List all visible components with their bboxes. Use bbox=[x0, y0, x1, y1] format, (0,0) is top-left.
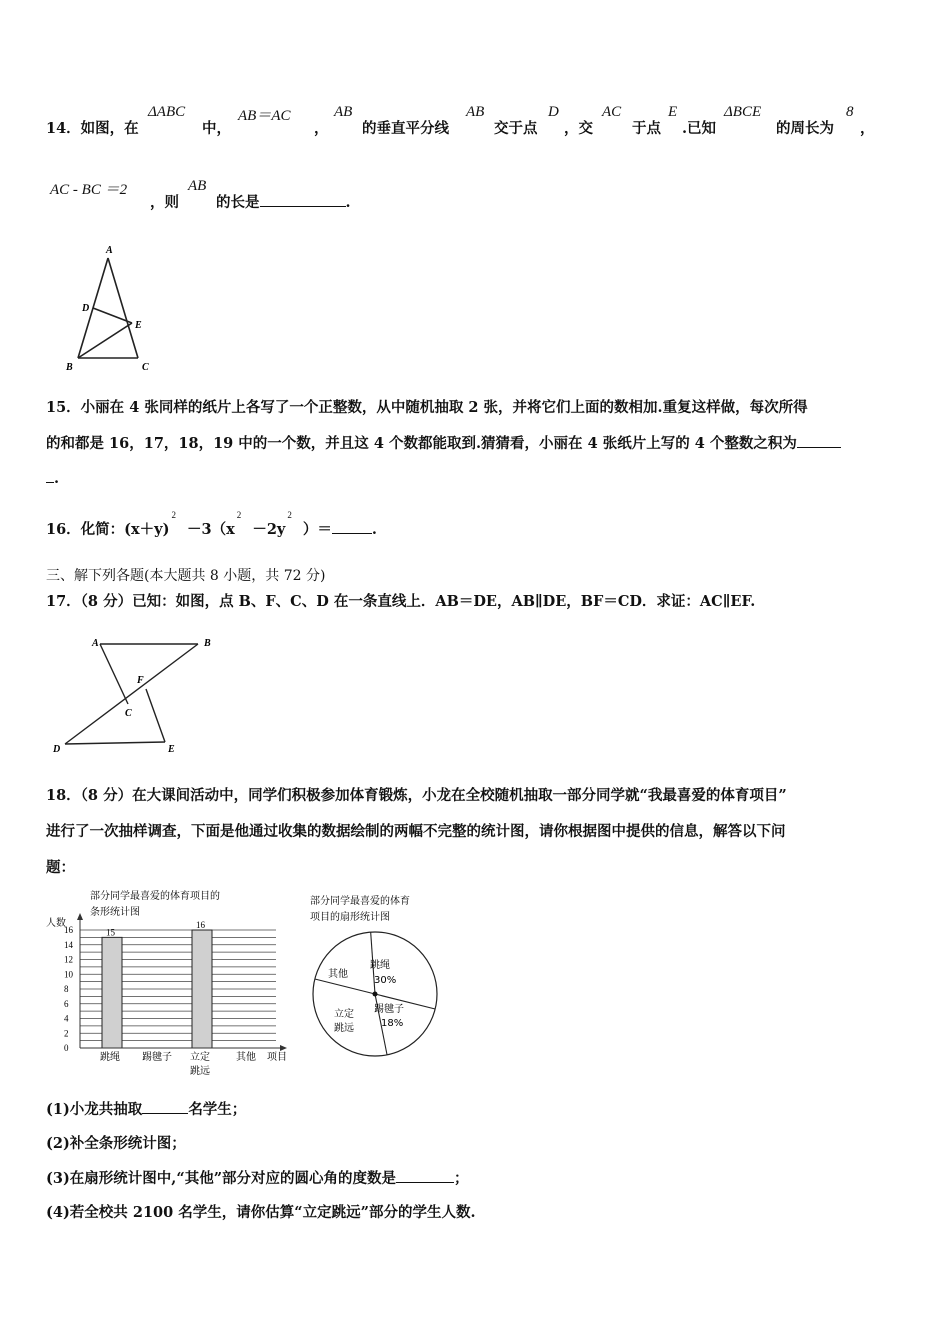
q16-exp3: 2 bbox=[287, 510, 292, 520]
pie-label-tijianzi: 踢毽子 bbox=[374, 1004, 404, 1015]
bar-ylabel: 人数 bbox=[46, 918, 66, 929]
q17-label-f: F bbox=[137, 675, 144, 686]
q14-perimeter: 的周长为 bbox=[776, 120, 834, 137]
q14-jiao-dian: 交于点 bbox=[494, 120, 538, 137]
q14-ac: AC bbox=[602, 104, 622, 120]
section3-heading: 三、解下列各题(本大题共 8 小题，共 72 分) bbox=[46, 568, 326, 584]
bar-cat-3a: 立定 bbox=[190, 1052, 210, 1063]
subq-3-text-a: (3)在扇形统计图中,“其他”部分对应的圆心角的度数是 bbox=[46, 1170, 397, 1187]
q16-exp1: 2 bbox=[171, 510, 176, 520]
pie-label-liding-b: 跳远 bbox=[334, 1023, 354, 1034]
q14-length-label: 的长是 bbox=[216, 194, 260, 211]
q17-label-d: D bbox=[53, 744, 61, 755]
q14-length-text bbox=[216, 191, 351, 212]
q14-comma1: ， bbox=[314, 120, 329, 137]
q14-number: 14．如图，在 bbox=[46, 120, 139, 137]
q18-line3: 题： bbox=[46, 859, 75, 876]
q14-ab1: AB bbox=[334, 104, 353, 120]
q16-part-c: －2y bbox=[252, 521, 286, 538]
q14-label-b: B bbox=[66, 362, 73, 373]
q14-known: .已知 bbox=[682, 120, 717, 137]
pie-title-1: 部分同学最喜爱的体育 bbox=[310, 896, 410, 907]
pie-label-qita: 其他 bbox=[328, 969, 348, 980]
q17-label-b: B bbox=[204, 638, 211, 649]
pie-title-2: 项目的扇形统计图 bbox=[310, 912, 390, 923]
q14-seg-de bbox=[93, 308, 132, 323]
q16-part-d: ）＝ bbox=[302, 521, 332, 538]
q15-line3 bbox=[46, 470, 59, 487]
q14-comma2: ， bbox=[860, 120, 875, 137]
q14-triangle-bce: ΔBCE bbox=[724, 104, 762, 120]
bar-cat-3b: 跳远 bbox=[190, 1066, 210, 1077]
q14-point-d: D bbox=[548, 104, 559, 120]
q16-part-a: 16．化简：(x＋y) bbox=[46, 521, 170, 538]
q15-end: . bbox=[54, 470, 60, 487]
q17-seg-bd bbox=[65, 644, 198, 744]
bar-marks bbox=[102, 920, 212, 1048]
pie-chart bbox=[304, 890, 464, 1070]
q14-text-zhong: 中， bbox=[202, 120, 231, 137]
subq-3-blank[interactable] bbox=[396, 1181, 454, 1183]
q14-jiao: ，交 bbox=[564, 120, 593, 137]
q17-text: 17．（8 分）已知：如图，点 B、F、C、D 在一条直线上．AB＝DE，AB∥DE，BF＝CD．求证：AC∥EF. bbox=[46, 593, 756, 610]
q14-answer-blank[interactable] bbox=[260, 205, 346, 207]
bar-ytick-label: 12 bbox=[64, 954, 73, 965]
bar-chart bbox=[42, 886, 297, 1081]
pie-slices bbox=[313, 932, 437, 1056]
q14-point-e: E bbox=[668, 104, 678, 120]
subq-3 bbox=[46, 1167, 469, 1188]
bar-ytick-label: 8 bbox=[64, 984, 69, 994]
bar-ytick-label: 4 bbox=[64, 1013, 69, 1024]
subq-1 bbox=[46, 1098, 246, 1119]
q17-seg-ac bbox=[100, 644, 128, 704]
q15-line1: 15．小丽在 4 张同样的纸片上各写了一个正整数，从中随机抽取 2 张，并将它们上面的数相加.重复这样做，每次所得 bbox=[46, 399, 808, 416]
q17-label-e: E bbox=[168, 744, 175, 755]
q14-label-d: D bbox=[82, 303, 90, 314]
subq-1-text-a: (1)小龙共抽取 bbox=[46, 1101, 143, 1118]
q17-figure bbox=[50, 632, 225, 757]
bar-cat-2: 踢毽子 bbox=[142, 1052, 172, 1063]
bar-title-1: 部分同学最喜爱的体育项目的 bbox=[90, 891, 220, 902]
bar-cat-4: 其他 bbox=[236, 1052, 256, 1063]
bar-yticks bbox=[64, 925, 74, 1053]
bar-title-2: 条形统计图 bbox=[90, 907, 140, 918]
q17-label-a: A bbox=[92, 638, 99, 649]
bar-y-arrow bbox=[77, 913, 83, 920]
subq-1-blank[interactable] bbox=[142, 1112, 188, 1114]
q16-exp2: 2 bbox=[236, 510, 242, 520]
q14-ac-minus-bc: AC - BC ＝2 bbox=[50, 182, 128, 198]
pie-pct-tiaosheng: 30% bbox=[374, 975, 397, 986]
q14-label-c: C bbox=[142, 362, 149, 373]
subq-4: (4)若全校共 2100 名学生，请你估算“立定跳远”部分的学生人数. bbox=[46, 1204, 476, 1221]
q14-perp-text: 的垂直平分线 bbox=[362, 120, 449, 137]
q14-line1 bbox=[46, 117, 139, 138]
bar-ytick-label: 2 bbox=[64, 1028, 69, 1039]
pie-pct-tijianzi: 18% bbox=[381, 1018, 404, 1029]
q14-ab2: AB bbox=[466, 104, 485, 120]
bar-ytick-label: 6 bbox=[64, 998, 69, 1009]
q14-ab3: AB bbox=[188, 178, 207, 194]
bar-cat-1: 跳绳 bbox=[100, 1052, 120, 1063]
q17-seg-de bbox=[65, 742, 165, 744]
subq-3-text-b: ； bbox=[454, 1170, 469, 1187]
q14-eight: 8 bbox=[846, 104, 854, 120]
pie-label-tiaosheng: 跳绳 bbox=[370, 960, 390, 971]
q16-answer-blank[interactable] bbox=[332, 532, 372, 534]
q15-line2-text: 的和都是 16，17，18，19 中的一个数，并且这 4 个数都能取到.猜猜看，小丽在 4 张纸片上写的 4 个整数之积为 bbox=[46, 435, 797, 452]
q17-seg-ef bbox=[146, 689, 165, 742]
q14-label-e: E bbox=[135, 320, 142, 331]
bar-立定跳远 bbox=[192, 930, 212, 1048]
q14-yu-dian: 于点 bbox=[632, 120, 661, 137]
q15-answer-blank-a[interactable] bbox=[797, 446, 841, 448]
q16-part-b: －3（x bbox=[187, 521, 235, 538]
q16-end: . bbox=[371, 521, 377, 538]
q18-line2: 进行了一次抽样调查，下面是他通过收集的数据绘制的两幅不完整的统计图，请你根据图中提供的信息，解答以下问 bbox=[46, 823, 786, 840]
q14-triangle-abc: ΔABC bbox=[148, 104, 186, 120]
q18-line1: 18．（8 分）在大课间活动中，同学们积极参加体育锻炼，小龙在全校随机抽取一部分同学就“我最喜爱的体育项目” bbox=[46, 787, 787, 804]
q15-line2 bbox=[46, 432, 841, 453]
q17-label-c: C bbox=[125, 708, 132, 719]
bar-ytick-label: 0 bbox=[64, 1043, 69, 1053]
bar-value-label: 16 bbox=[196, 920, 205, 930]
bar-跳绳 bbox=[102, 937, 122, 1048]
q14-figure bbox=[60, 240, 170, 375]
bar-xlabel: 项目 bbox=[267, 1052, 287, 1063]
q14-ab-eq-ac: AB＝AC bbox=[238, 108, 291, 124]
q14-ze: ，则 bbox=[150, 194, 179, 211]
q15-answer-blank-b[interactable] bbox=[46, 481, 54, 483]
bar-ytick-label: 16 bbox=[64, 925, 73, 935]
bar-ytick-label: 14 bbox=[64, 939, 73, 950]
subq-2: (2)补全条形统计图； bbox=[46, 1135, 186, 1152]
subq-1-text-b: 名学生； bbox=[188, 1101, 247, 1118]
bar-x-arrow bbox=[280, 1045, 287, 1051]
q14-end: . bbox=[345, 194, 351, 211]
pie-label-liding-a: 立定 bbox=[334, 1009, 354, 1020]
bar-ytick-label: 10 bbox=[64, 969, 73, 980]
pie-center bbox=[373, 992, 378, 997]
bar-value-label: 15 bbox=[106, 927, 115, 938]
q14-seg-ac bbox=[108, 258, 138, 358]
q14-label-a: A bbox=[106, 245, 113, 256]
q16-line bbox=[46, 510, 377, 539]
